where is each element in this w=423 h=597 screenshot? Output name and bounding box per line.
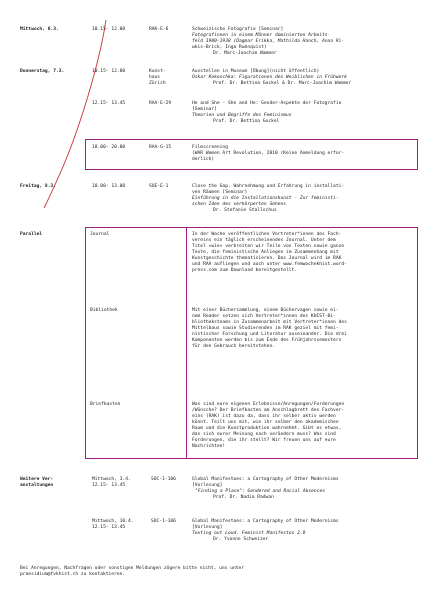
- time-label: 12.15- 13.45: [92, 525, 126, 530]
- day-label: Weitere Ver-: [20, 477, 54, 482]
- course-type: [Vorlesung]: [192, 525, 223, 530]
- lecturer: Prof. Dr. Bettina Gockel: [213, 119, 280, 124]
- room-label: haus: [149, 75, 161, 80]
- parallel-divider: [186, 227, 187, 459]
- section-label: Briefkasten: [90, 402, 121, 407]
- room-label: RAK-E-6: [149, 27, 169, 32]
- paragraph-line: Mit einer Büchersammlung, einem Büchervagen sowie ei-: [192, 308, 339, 313]
- time-label: 12.15- 13.45: [92, 101, 126, 106]
- room-label: SOC-1-106: [151, 519, 176, 524]
- course-type: [Seminar]: [192, 107, 217, 112]
- paragraph-line: /Wünsche? Der Briefkasten am Anschlagbrett des Fachver-: [192, 408, 345, 413]
- room-label: RAA-G-15: [149, 145, 172, 150]
- paragraph-line: In der Woche veröffentlichen Vertreter*innen des Fach-: [192, 232, 342, 237]
- room-label: SOC-1-106: [151, 477, 176, 482]
- paragraph-line: nem Reader setzen sich Vertreter*innen des KHIST-Bi-: [192, 314, 336, 319]
- room-label: RAA-E-29: [149, 101, 172, 106]
- course-subtitle: Texting out Loud. Feminist Manifestos 2.0: [192, 531, 306, 536]
- course-subtitle: Oskar Kokoschka: Figurationen des Weiblichen in Frühwerk: [192, 75, 347, 80]
- paragraph-line: Raum und die Kunstproduktion wahrnehmt. Gibt es etwas,: [192, 426, 342, 431]
- course-subtitle: (WAR Women Art Revolution, 2010 (Keine Anmeldung erfor-: [192, 151, 345, 156]
- lecturer: Dr. Marc-Joachim Wammer: [213, 51, 277, 56]
- day-label: Freitag, 8.3.: [20, 184, 56, 189]
- course-title: He and She - She and He: Gender-Aspekte der Fotografie: [192, 101, 342, 106]
- course-type: [Vorlesung]: [192, 483, 223, 488]
- course-title: Close the Gap. Wahrnehmung und Erfahrung in installati-: [192, 184, 345, 189]
- time-label: 10.00- 13.00: [92, 184, 126, 189]
- room-label: SOE-E-1: [149, 184, 169, 189]
- lecturer: Dr. Stefanie Stallschus: [213, 208, 277, 213]
- paragraph-line: Nachrichten!: [192, 444, 226, 449]
- paragraph-line: Komponenten werden bis zum Ende des Frühjahrssemesters: [192, 338, 342, 343]
- room-label: Kunst-: [149, 69, 166, 74]
- course-title: ven Räumen [Seminar]: [192, 190, 248, 195]
- paragraph-line: Forderungen, die ihr stellt? Wir freuen uns auf eure: [192, 438, 336, 443]
- paragraph-line: für den Gebrauch bereitstehen.: [192, 344, 275, 349]
- date-label: Mittwoch, 10.4.: [92, 519, 134, 524]
- course-title: Ausstellen in Museum [Übung](nicht öffentlich): [192, 69, 320, 74]
- course-subtitle: wkis-Brick, Inga Rumnquist): [192, 45, 267, 50]
- paragraph-line: press.com zum Download bereitgestellt.: [192, 268, 298, 273]
- lecturer: Prof. Dr. Nadia Radwan: [213, 495, 274, 500]
- paragraph-line: Texte, die feministische Anliegen im Zusammenhang mit: [192, 250, 339, 255]
- lecturer: Dr. Yvonne Schweizer: [213, 537, 269, 542]
- paragraph-line: nistischer Forschung und Literatur auseinander. Die drei: [192, 332, 347, 337]
- day-label: Donnerstag, 7.3.: [20, 69, 65, 74]
- footer-note: praesidium@fvkhist.ch zu kontaktieren.: [20, 572, 126, 577]
- course-title: Global Manifestoes: a Cartography of Other Modernisms: [192, 519, 339, 524]
- course-title: Schweizische Fotografie [Seminar]: [192, 27, 284, 32]
- paragraph-line: das sich eurer Meinung nach verändern muss? Was sind: [192, 432, 336, 437]
- course-title: Filmscreening: [192, 145, 228, 150]
- paragraph-line: bliotheksteams in Zusammenarbeit mit Vertreter*innen des: [192, 320, 347, 325]
- day-label: anstaltungen: [20, 483, 54, 488]
- day-label: Parallel: [20, 232, 43, 237]
- course-subtitle: feld 1900-1938 (Dagmar Erikka, Mathilda Hanch, Anna Ri-: [192, 39, 345, 44]
- paragraph-line: Was sind eure eigenen Erlebnisse/Anregungen/Forderungen: [192, 402, 345, 407]
- course-subtitle: derlich): [192, 157, 215, 162]
- time-label: 10.15- 12.00: [92, 27, 126, 32]
- paragraph-line: könnt. Teilt uns mit, wie ihr selber den akademischen: [192, 420, 339, 425]
- section-label: Journal: [90, 232, 110, 237]
- time-label: 10.15- 12.00: [92, 69, 126, 74]
- paragraph-line: vereins ein täglich erscheinendes Journal. Unter dem: [192, 238, 336, 243]
- date-label: Mittwoch, 3.4.: [92, 477, 131, 482]
- course-subtitle: Fotografinnen in einem Männer dominierten Arbeits-: [192, 33, 331, 38]
- lecturer: Prof. Dr. Bettina Gockel & Dr. Marc-Joachim Wammer: [213, 81, 352, 86]
- paragraph-line: eins (RAK) ist dazu da, dass ihr selber aktiv werden: [192, 414, 336, 419]
- footer-note: Bei Anregungen, Nachfragen oder sonstigen Meldungen zögere bitte nicht, uns unter: [20, 566, 245, 571]
- paragraph-line: Titel «wie» verbreiten wir Teile von Texten sowie ganze: [192, 244, 345, 249]
- day-label: Mittwoch, 6.3.: [20, 27, 59, 32]
- paragraph-line: und RAA aufliegen und auch unter www.femwochekhist.word-: [192, 262, 347, 267]
- room-label: Zürich: [149, 81, 166, 86]
- paragraph-line: Mittelbaus sowie Studierenden im RAK geziel mit femi-: [192, 326, 339, 331]
- course-subtitle: "Finding a Place": Gendered and Racial Absences: [195, 489, 325, 494]
- section-label: Bibliothek: [90, 308, 118, 313]
- paragraph-line: Kunstgeschichte thematisieren. Das Journal wird im RAK: [192, 256, 342, 261]
- course-subtitle: Theorien und Begriffe des Feminismus: [192, 113, 292, 118]
- course-title: Global Manifestoes: a Cartography of Other Modernisms: [192, 477, 339, 482]
- time-label: 12.15- 13.45: [92, 483, 126, 488]
- time-label: 18.00- 20.00: [92, 145, 126, 150]
- course-subtitle: Einführung in die Installationskunst - Zur feministi-: [192, 196, 339, 201]
- course-subtitle: schen Idee des verkörperten Sehens: [192, 202, 287, 207]
